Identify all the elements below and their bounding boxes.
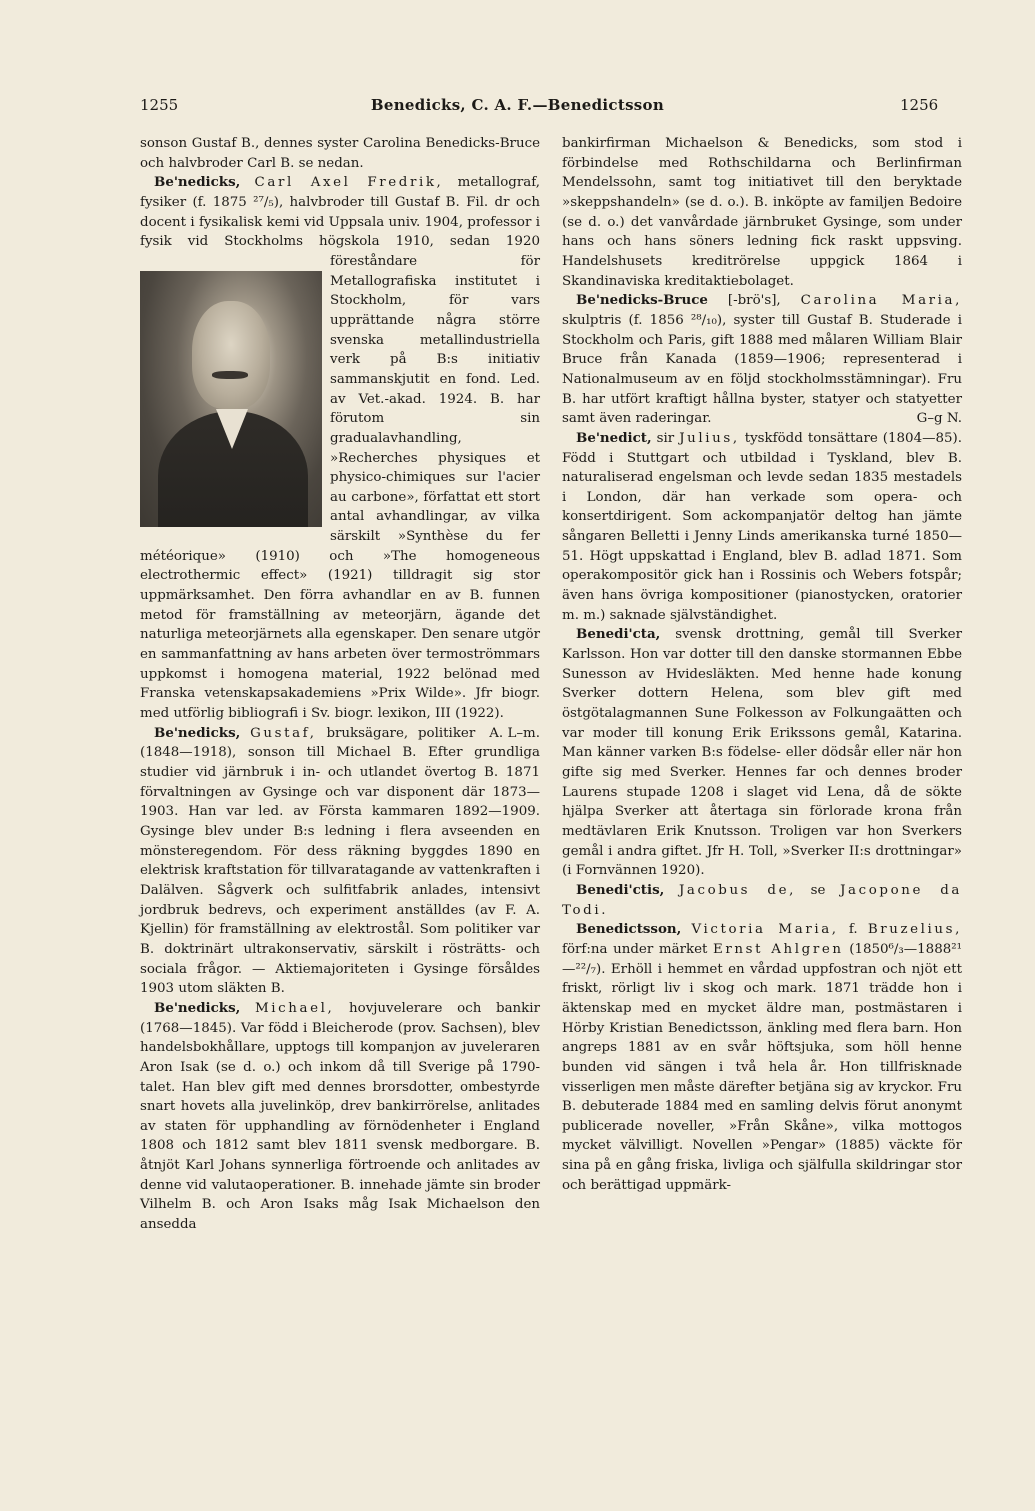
entry-pronunciation: [-brö's], — [727, 293, 781, 309]
entry-name: Victoria Maria, — [691, 922, 839, 938]
entry-text: förf:na under märket — [562, 941, 708, 957]
entry-crossref: Jacopone da Todi. — [562, 882, 963, 918]
entry-headword: Be'nedicks, — [154, 724, 241, 741]
entry-prefix: sir — [656, 430, 675, 446]
entry-benedicks-michael — [140, 999, 540, 1235]
entry-name: Carl Axel Fredrik, — [254, 175, 444, 191]
entry-headword: Benedictsson, — [576, 921, 682, 938]
right-column — [562, 134, 962, 1195]
portrait-photo — [140, 271, 322, 527]
entry-headword: Benedi'cta, — [576, 626, 661, 643]
entry-text: hovjuvelerare och bankir (1768—1845). Var född i Bleicherode (prov. Sachsen), blev handelsbokhållare, upptogs till kompanjon av juveleraren Aron Isak (se d. o.) och inkom då till Sverige på 1790-talet. Han blev gift med dennes brorsdotter, ombestyrde snart hovets alla juvelinköp, drev bankirrörelse, anlitades av staten för upphandling av förnödenheter i England 1808 och 1812 samt blev 1811 svensk medborgare. B. åtnjöt Karl Johans synnerliga förtroende och anlitades av denne vid valutaoperationer. B. innehade jämte sin broder Vilhelm B. och Aron Isaks måg Isak Michaelson den ansedda — [140, 1000, 540, 1233]
entry-text: (1850⁶/₃—1888²¹—²²/₇). Erhöll i hemmet en vårdad uppfostran och njöt ett friskt, rörligt liv i skog och mark. 1871 trädde hon i äktenskap med en mycket äldre man, postmästaren i Hörby Kristian Benedictsson, änkling med flera barn. Hon angreps 1881 av en svår höftsjuka, som höll henne bunden vid sängen i två hela år. Hon tillfrisknade visserligen men måste därefter betjäna sig av kryckor. Fru B. debuterade 1884 med en samling delvis förut anonymt publicerade noveller, »Från Skåne», vilka mottogos mycket välvilligt. Novellen »Pengar» (1885) väckte för sina på en gång friska, livliga och själfulla skildringar stor och berättigad uppmärk- — [562, 941, 962, 1193]
entry-name: Carolina Maria, — [800, 293, 962, 309]
entry-headword: Be'nedicks, — [154, 174, 241, 191]
entry-headword: Be'nedicks-Bruce — [576, 292, 708, 309]
entry-benedicks-bruce — [562, 291, 962, 429]
entry-name: Gustaf, — [250, 725, 317, 741]
running-title: Benedicks, C. A. F.—Benedictsson — [370, 96, 665, 114]
page-header — [0, 96, 1035, 120]
entry-text: tyskfödd tonsättare (1804—85). Född i Stuttgart och utbildad i Tyskland, blev B. naturaliserad engelsman och levde sedan 1835 mestadels i London, där han verkade som opera- och konsertdirigent. Som ackompanjatör deltog han jämte sångaren Belletti i Jenny Linds amerikanska turné 1850—51. Högt uppskattad i England, blev B. adlad 1871. Som operakompositör gick han i Rossinis och Webers fotspår; även hans övriga kompositioner (pianostycken, oratorier m. m.) saknade självständighet. — [562, 430, 963, 623]
entry-benedicta — [562, 625, 962, 881]
entry-benedicks-gustaf — [140, 724, 540, 999]
portrait-head — [192, 301, 270, 409]
entry-crossref-word: se — [810, 882, 826, 898]
entry-maiden-name: Bruzelius, — [867, 922, 962, 938]
entry-pseudonym: Ernst Ahlgren — [713, 941, 844, 957]
entry-benedict-julius — [562, 429, 962, 626]
entry-headword: Be'nedict, — [576, 429, 652, 446]
entry-headword: Benedi'ctis, — [576, 881, 665, 898]
author-signature: G–g N. — [916, 411, 962, 427]
portrait-moustache — [212, 371, 248, 379]
entry-text: bruksägare, politiker (1848—1918), sonson till Michael B. Efter grundliga studier vid järnbruk i in- och utlandet övertog B. 1871 förvaltningen av Gysinge och var disponent där 1873—1903. Han var led. av Första kammaren 1892—1909. Gysinge blev under B:s ledning i flera avseenden en mönsteregendom. För dess räkning byggdes 1890 en elektrisk kraftstation för tillvaratagande av vattenkraften i Dalälven. Sågverk och sulfitfabrik anlades, intensivt jordbruk bedrevs, och experiment anställdes (av F. A. Kjellin) för framställning av elektrostål. Som politiker var B. doktrinärt ultrakonservativ, särskilt i rösträtts- och sociala frågor. — Aktiemajoriteten i Gysinge försåldes 1903 utom släkten B. — [140, 725, 540, 997]
entry-name: Julius, — [679, 430, 740, 446]
author-signature: A. L–m. — [489, 725, 540, 741]
entry-headword: Be'nedicks, — [154, 999, 241, 1016]
page-number-right: 1256 — [900, 96, 939, 114]
paragraph-continuation: bankirfirman Michaelson & Benedicks, som stod i förbindelse med Rothschildarna och Berlinfirman Mendelssohn, samt tog initiativet till den beryktade »skeppshandeln» (se d. o.). B. inköpte av familjen Bedoire (se d. o.) det vanvårdade järnbruket Gysinge, som under hans och hans söners ledning fick raskt uppsving. Handelshusets kreditrörelse uppgick 1864 i Skandinaviska kreditaktiebolaget. — [562, 136, 962, 289]
entry-text: skulptris (f. 1856 ²⁸/₁₀), syster till Gustaf B. Studerade i Stockholm och Paris, gift 1888 med målaren William Blair Bruce från Kanada (1859—1906; representerad i Nationalmuseum av en följd stockholmsstämningar). Fru B. har utfört kraftigt hållna byster, statyer och statyetter samt även raderingar. — [562, 312, 962, 427]
entry-benedictis — [562, 881, 962, 920]
entry-name: Jacobus de, — [678, 882, 796, 898]
entry-text: svensk drottning, gemål till Sverker Karlsson. Hon var dotter till den danske stormannen Ebbe Sunesson av Hvidesläkten. Med henne hade konung Sverker dottern Helena, som blev gift med östgötalagmannen Sune Folkesson av Folkungaätten och var moder till konung Erik Erikssons gemål, Katarina. Man känner varken B:s födelse- eller dödsår eller när hon gifte sig med Sverker. Hennes far och dennes broder Laurens stupade 1208 i slaget vid Lena, då de sökte hjälpa Sverker att återtaga sin förlorade krona från medtävlaren Erik Knutsson. Troligen var hon Sverkers gemål i andra giftet. Jfr H. Toll, »Sverker II:s drottningar» (i Fornvännen 1920). — [562, 627, 962, 879]
entry-text: metallograf, fysiker (f. 1875 ²⁷/₅), halvbroder till Gustaf B. Fil. dr och docent i fysikalisk kemi vid Uppsala univ. 1904, professor i fysik vid Stockholms högskola 1910, sedan 1920 föreståndare för Metallografiska institutet i Stockholm, för vars upprättande några större svenska metallindustriella verk på B:s initiativ sammanskjutit en fond. Led. av Vet.-akad. 1924. B. har förutom sin gradualavhandling, »Recherches physiques et physico-chimiques sur l'acier au carbone», författat ett stort antal avhandlingar, av vilka särskilt »Synthèse du fer météorique» (1910) och »The homogeneous electrothermic effect» (1921) tilldragit sig stor uppmärksamhet. Den förra avhandlar en av B. funnen metod för framställning av meteorjärn, ägande det naturliga meteorjärnets alla egenskaper. Den senare utgör en sammanfattning av hans arbeten över termoströmmars uppkomst i homogena material, 1922 belönad med Franska vetenskapsakademiens »Prix Wilde». Jfr biogr. med utförlig bibliografi i Sv. biogr. lexikon, III (1922). — [140, 175, 540, 722]
page-number-left: 1255 — [140, 96, 179, 114]
entry-text: f. — [848, 922, 858, 938]
paragraph-continuation: sonson Gustaf B., dennes syster Carolina Benedicks-Bruce och halvbroder Carl B. se nedan. — [140, 136, 540, 171]
entry-name: Michael, — [254, 1000, 335, 1016]
entry-benedictsson — [562, 920, 962, 1195]
